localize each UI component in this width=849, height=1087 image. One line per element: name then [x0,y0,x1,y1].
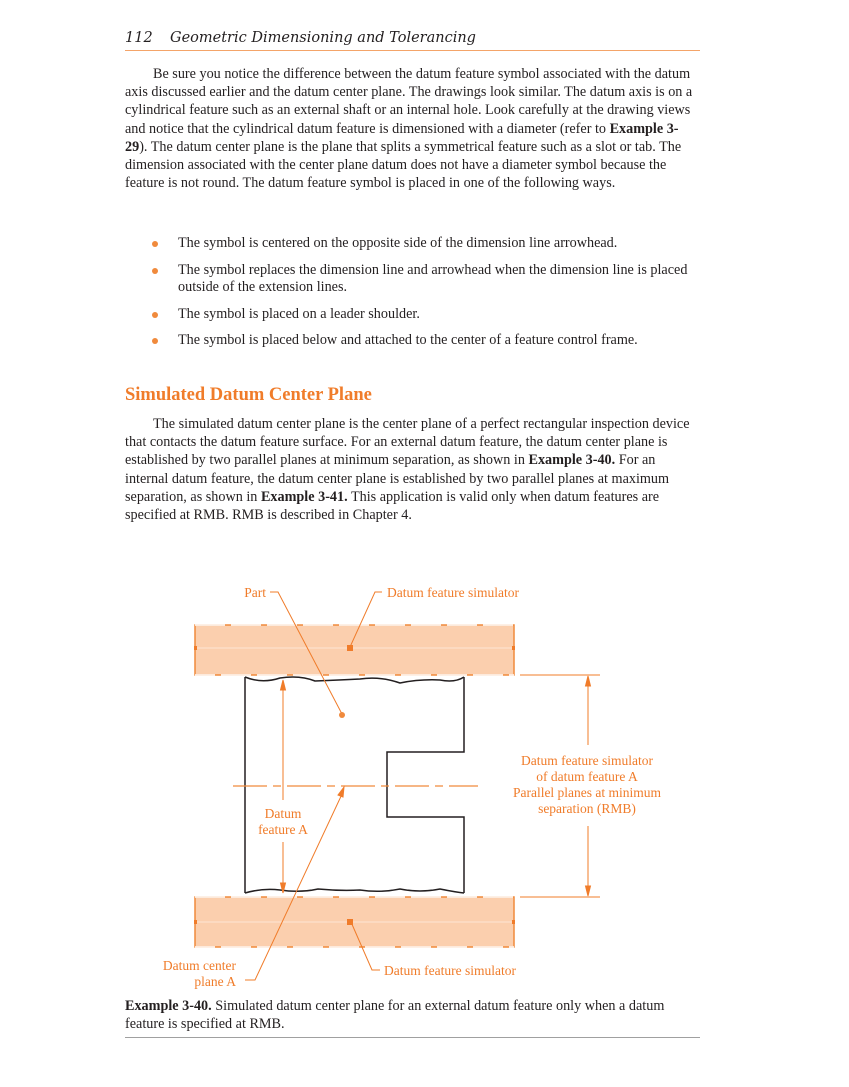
caption-reference: Example 3-40. [125,998,212,1014]
list-item-text: The symbol replaces the dimension line and arrowhead when the dimension line is placed outside of the extension lines. [178,261,688,295]
figure-datum-center-plane [0,570,849,990]
part-outline [245,677,464,893]
center-plane-label-1: Datum center [162,958,236,973]
bullet-list [150,235,705,359]
figure-caption [125,997,700,1038]
simulator-top [194,625,515,675]
dim-label-3: Parallel planes at minimum [512,785,662,800]
part-label: Part [244,585,266,600]
paragraph-text: This application is valid only when datum features are specified at RMB. RMB is described in Chapter 4. [125,488,660,524]
list-item [150,262,705,297]
datum-feature-dimension [281,680,286,893]
simulator-bottom-label: Datum feature simulator [384,963,516,978]
simulator-top-label: Datum feature simulator [387,585,519,600]
dim-label-2: of datum feature A [536,769,638,784]
bullet-icon [152,241,158,247]
example-reference: Example 3-41. [260,488,348,505]
list-item [150,306,705,324]
page-number: 112 [125,30,153,46]
bullet-icon [152,312,158,318]
paragraph-text: For an internal datum feature, the datum center plane is established by two parallel planes at maximum separation, as shown in [125,452,670,505]
paragraph-text: Be sure you notice the difference between the datum feature symbol associated with the datum axis discussed earlier and the datum center plane. The drawings look similar. The datum axis is on a cylindrical feature such as an external shaft or an internal hole. Look carefully at the drawing views and notice that the cylindrical datum feature is dimensioned with a diameter (refer to [125,66,693,137]
paragraph-center-plane [125,415,700,524]
part-leader-dot [339,712,345,718]
paragraph-datum-symbol [125,65,700,192]
list-item [150,332,705,350]
running-title: Geometric Dimensioning and Tolerancing [170,30,476,46]
datum-feature-label-1: Datum [264,806,302,821]
list-item-text: The symbol is placed on a leader shoulder. [178,305,420,322]
paragraph-text: ). The datum center plane is the plane that splits a symmetrical feature such as a slot or tab. The dimension associated with the center plane datum does not have a diameter symbol because the feature is not round. The datum feature symbol is placed in one of the following ways. [125,138,682,192]
bullet-icon [152,338,158,344]
example-reference: Example 3-29 [125,120,679,155]
running-header [125,30,700,51]
center-plane-label-2: plane A [194,974,236,989]
paragraph-text: The simulated datum center plane is the center plane of a perfect rectangular inspection device that contacts the datum feature surface. For an external datum feature, the datum center plane is established by two parallel planes at minimum separation, as shown in [125,416,690,469]
datum-feature-label-2: feature A [258,822,308,837]
dim-label-1: Datum feature simulator [521,753,653,768]
simulator-bottom [194,897,515,947]
list-item-text: The symbol is placed below and attached to the center of a feature control frame. [178,332,638,348]
section-heading: Simulated Datum Center Plane [125,385,372,405]
dim-label-4: separation (RMB) [538,801,636,816]
bullet-icon [152,268,158,274]
example-reference: Example 3-40. [528,452,616,469]
caption-text: Simulated datum center plane for an external datum feature only when a datum feature is specified at RMB. [125,998,665,1032]
list-item-text: The symbol is centered on the opposite side of the dimension line arrowhead. [178,235,618,251]
list-item [150,235,705,253]
